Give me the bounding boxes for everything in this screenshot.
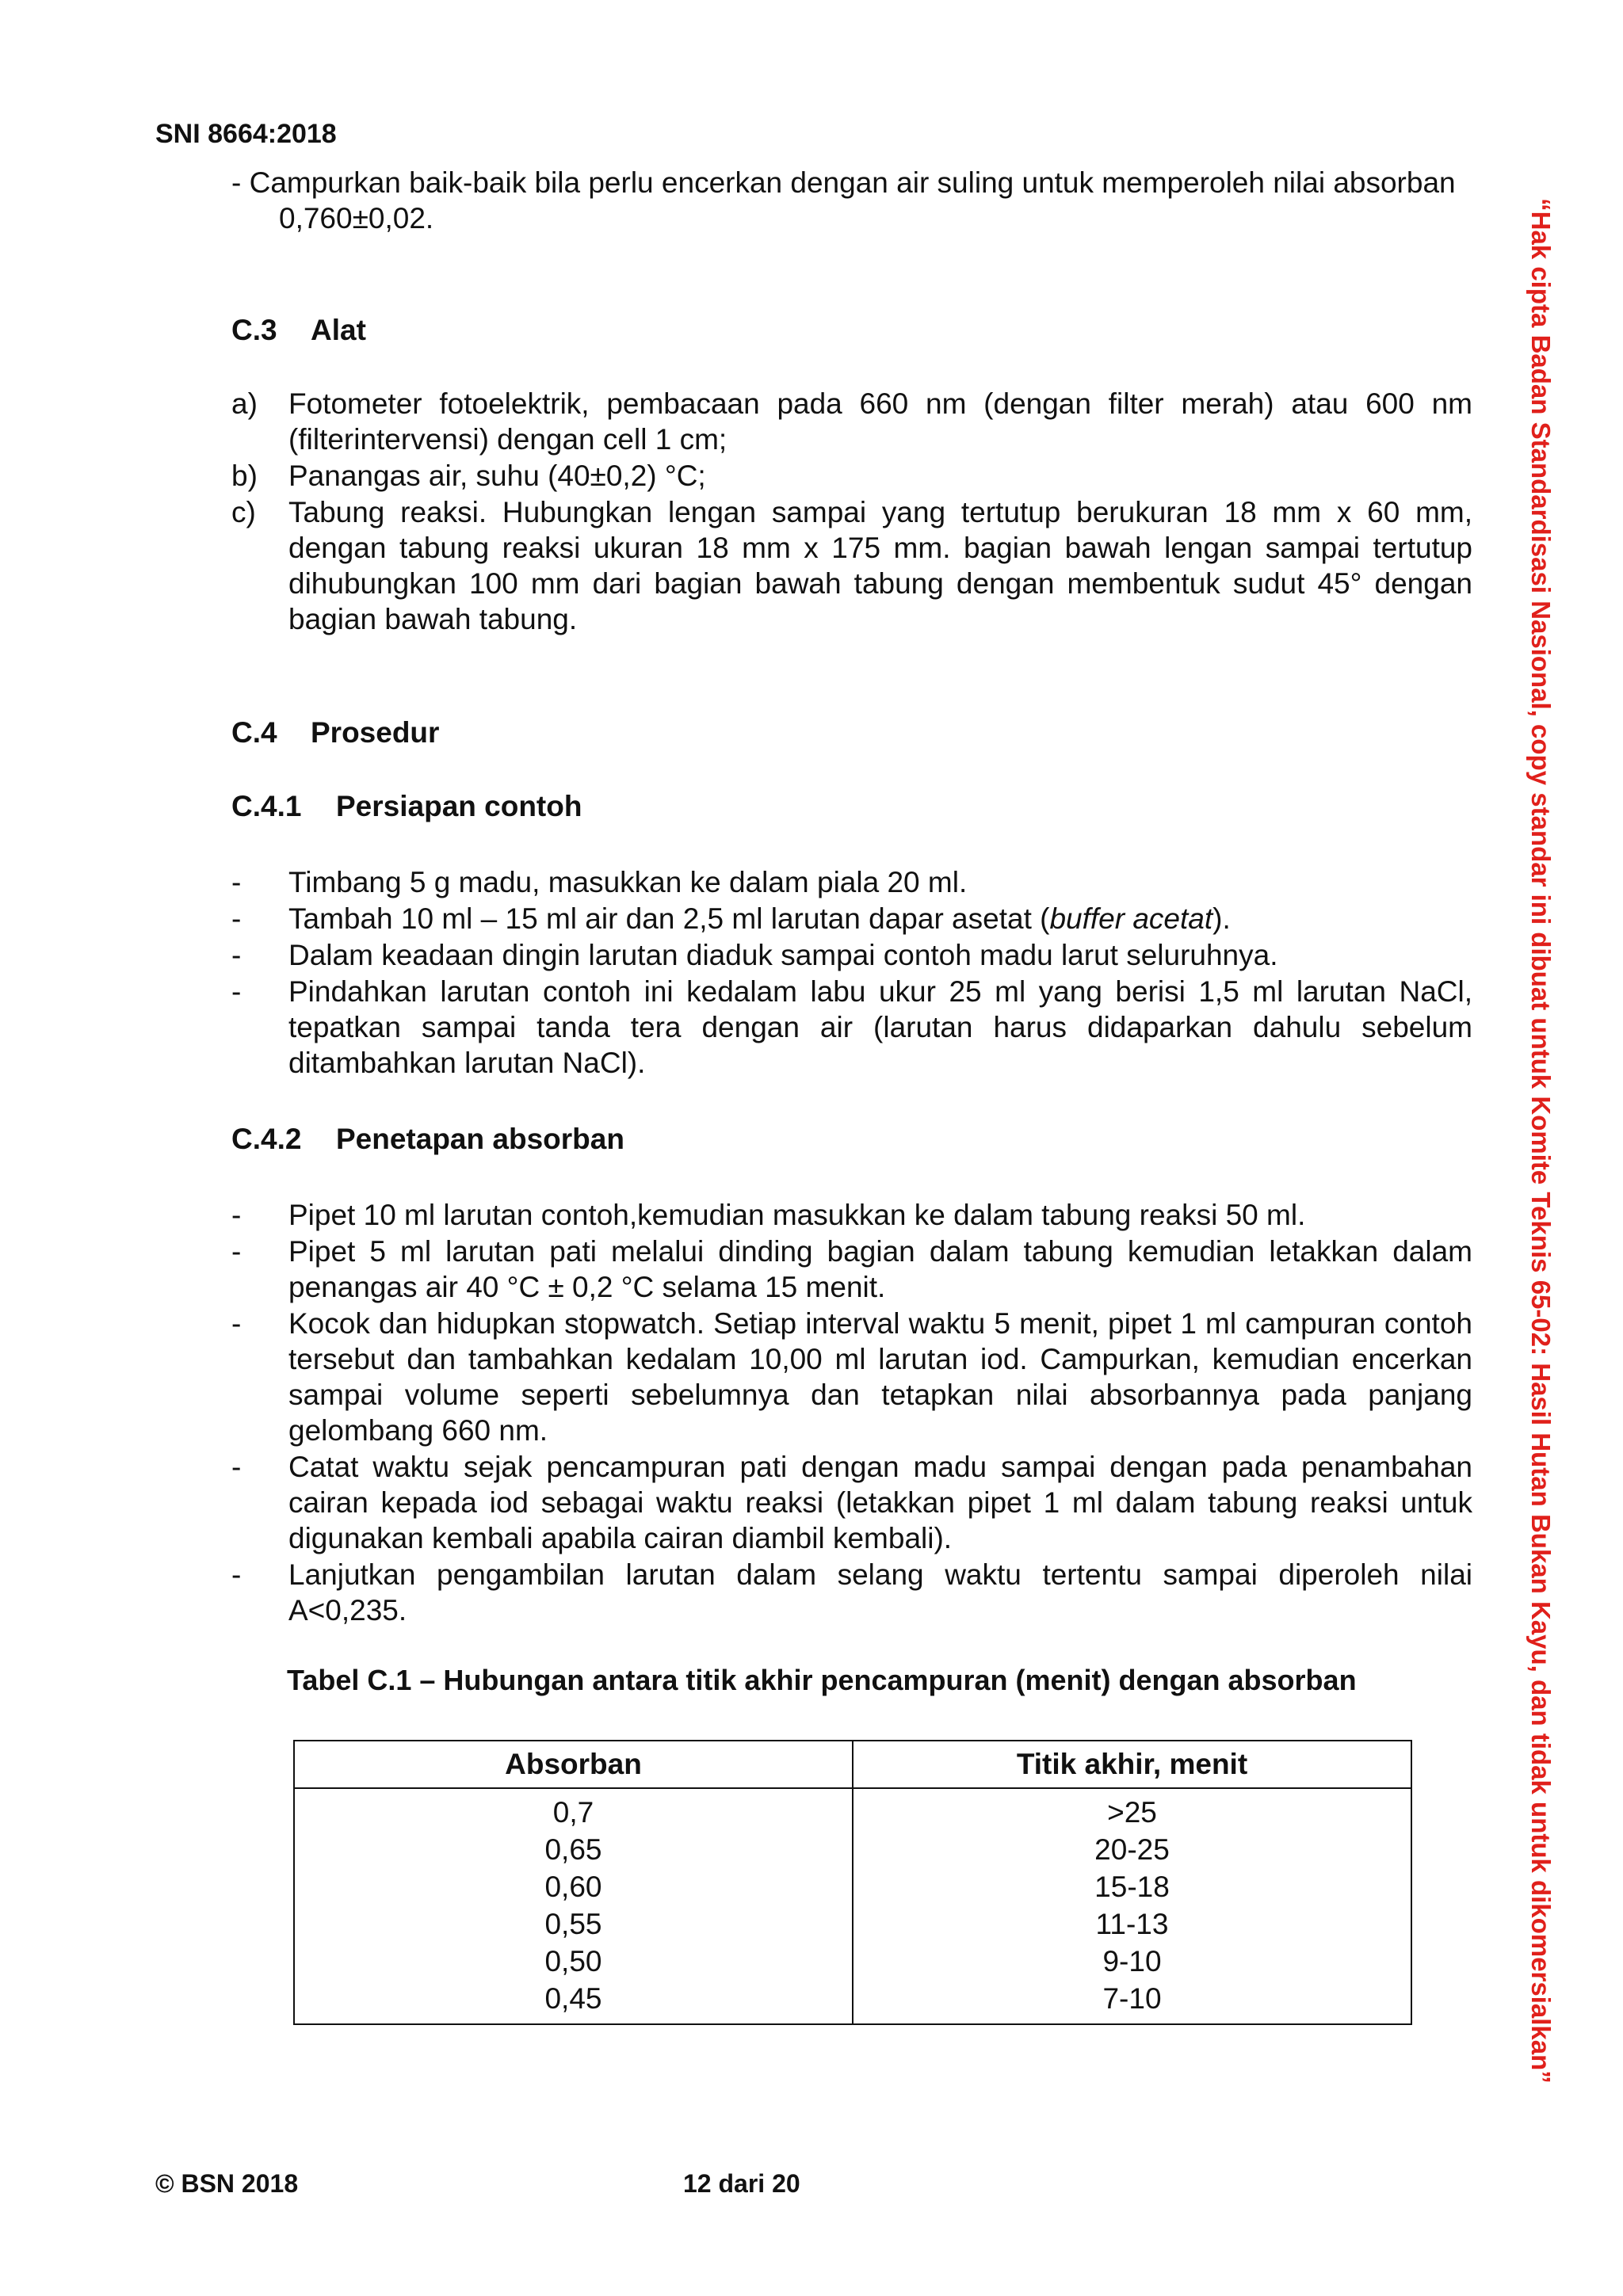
sample-preparation-list xyxy=(231,864,1472,1081)
list-item-text: Pipet 10 ml larutan contoh,kemudian masukkan ke dalam tabung reaksi 50 ml. xyxy=(288,1199,1306,1231)
table-cell: 7-10 xyxy=(853,1980,1411,2024)
table-caption: Tabel C.1 – Hubungan antara titik akhir pencampuran (menit) dengan absorban xyxy=(287,1664,1357,1696)
column-header-absorban: Absorban xyxy=(294,1741,853,1788)
absorbance-table xyxy=(293,1740,1412,2025)
section-title: Alat xyxy=(311,314,366,346)
list-item-text: Fotometer fotoelektrik, pembacaan pada 660 nm (dengan filter merah) atau 600 nm (filterintervensi) dengan cell 1 cm; xyxy=(288,387,1472,456)
table-row xyxy=(294,1831,1411,1868)
section-title: Persiapan contoh xyxy=(336,790,582,822)
table-cell: 0,65 xyxy=(294,1831,853,1868)
intro-line-2: 0,760±0,02. xyxy=(279,202,434,235)
table-cell: >25 xyxy=(853,1788,1411,1831)
list-marker: - xyxy=(231,902,242,935)
list-item-text: Pipet 5 ml larutan pati melalui dinding bagian dalam tabung kemudian letakkan dalam penangas air 40 °C ± 0,2 °C selama 15 menit. xyxy=(288,1235,1472,1303)
table-row xyxy=(294,1943,1411,1980)
list-item-text: Kocok dan hidupkan stopwatch. Setiap interval waktu 5 menit, pipet 1 ml campuran contoh tersebut dan tambahkan kedalam 10,00 ml larutan iod. Campurkan, kemudian encerkan sampai volume seperti sebelumnya dan tetapkan nilai absorbannya pada panjang gelombang 660 nm. xyxy=(288,1307,1472,1447)
list-item xyxy=(231,458,1472,494)
table-cell: 0,60 xyxy=(294,1868,853,1905)
footer-copyright: © BSN 2018 xyxy=(155,2169,299,2198)
section-number: C.4.1 xyxy=(231,790,302,822)
intro-line-1: - Campurkan baik-baik bila perlu encerkan dengan air suling untuk memperoleh nilai absorban xyxy=(231,166,1456,199)
list-item xyxy=(231,974,1472,1081)
list-marker: - xyxy=(231,1235,242,1268)
intro-paragraph xyxy=(231,165,1472,236)
list-item-text: ). xyxy=(1212,902,1231,935)
list-item-text: Panangas air, suhu (40±0,2) °C; xyxy=(288,460,706,492)
section-number: C.3 xyxy=(231,314,277,346)
table-cell: 0,45 xyxy=(294,1980,853,2024)
list-item xyxy=(231,1557,1472,1628)
list-marker: - xyxy=(231,939,242,971)
list-item xyxy=(231,1306,1472,1448)
list-marker: a) xyxy=(231,387,258,420)
list-marker: - xyxy=(231,1558,242,1591)
table-cell: 0,50 xyxy=(294,1943,853,1980)
table-row xyxy=(294,1980,1411,2024)
table-row xyxy=(294,1788,1411,1831)
copyright-watermark: “Hak cipta Badan Standardisasi Nasional, copy standar ini dibuat untuk Komite Teknis 65-02: Hasil Hutan Bukan Kayu, dan tidak untuk dikomersialkan” xyxy=(1526,198,1556,2084)
table-cell: 20-25 xyxy=(853,1831,1411,1868)
table-cell: 0,7 xyxy=(294,1788,853,1831)
section-c4-heading xyxy=(231,716,439,749)
list-item xyxy=(231,1234,1472,1305)
list-marker: b) xyxy=(231,460,258,492)
column-header-titik-akhir: Titik akhir, menit xyxy=(853,1741,1411,1788)
list-marker: c) xyxy=(231,496,256,528)
list-item xyxy=(231,864,1472,900)
section-number: C.4.2 xyxy=(231,1123,302,1155)
section-c3-heading xyxy=(231,314,366,347)
absorbance-procedure-list xyxy=(231,1197,1472,1629)
section-number: C.4 xyxy=(231,716,277,749)
section-c41-heading xyxy=(231,790,582,823)
equipment-list xyxy=(231,386,1472,638)
list-item xyxy=(231,386,1472,457)
list-item-text: Pindahkan larutan contoh ini kedalam labu ukur 25 ml yang berisi 1,5 ml larutan NaCl, tepatkan sampai tanda tera dengan air (larutan harus didaparkan dahulu sebelum ditambahkan larutan NaCl). xyxy=(288,975,1472,1079)
list-item-italic-text: buffer acetat xyxy=(1049,902,1213,935)
list-item-text: Catat waktu sejak pencampuran pati dengan madu sampai dengan pada penambahan cairan kepada iod sebagai waktu reaksi (letakkan pipet 1 ml dalam tabung reaksi untuk digunakan kembali apabila cairan diambil kembali). xyxy=(288,1451,1472,1554)
footer-page-number: 12 dari 20 xyxy=(683,2169,800,2198)
list-item-text: Lanjutkan pengambilan larutan dalam selang waktu tertentu sampai diperoleh nilai A<0,235. xyxy=(288,1558,1472,1627)
list-marker: - xyxy=(231,1199,242,1231)
list-item xyxy=(231,937,1472,973)
table-header-row xyxy=(294,1741,1411,1788)
list-item xyxy=(231,494,1472,637)
list-item xyxy=(231,1197,1472,1233)
list-item-text: Timbang 5 g madu, masukkan ke dalam piala 20 ml. xyxy=(288,866,968,898)
document-code: SNI 8664:2018 xyxy=(155,119,337,149)
list-item-text: Dalam keadaan dingin larutan diaduk sampai contoh madu larut seluruhnya. xyxy=(288,939,1278,971)
table-row xyxy=(294,1868,1411,1905)
table-row xyxy=(294,1905,1411,1943)
table-cell: 0,55 xyxy=(294,1905,853,1943)
list-marker: - xyxy=(231,975,242,1008)
table-cell: 9-10 xyxy=(853,1943,1411,1980)
table-cell: 11-13 xyxy=(853,1905,1411,1943)
list-marker: - xyxy=(231,1307,242,1340)
list-marker: - xyxy=(231,866,242,898)
list-item-text: Tabung reaksi. Hubungkan lengan sampai yang tertutup berukuran 18 mm x 60 mm, dengan tabung reaksi ukuran 18 mm x 175 mm. bagian bawah lengan sampai tertutup dihubungkan 100 mm dari bagian bawah tabung dengan membentuk sudut 45° dengan bagian bawah tabung. xyxy=(288,496,1472,635)
table-cell: 15-18 xyxy=(853,1868,1411,1905)
list-marker: - xyxy=(231,1451,242,1483)
list-item xyxy=(231,1449,1472,1556)
list-item-text: Tambah 10 ml – 15 ml air dan 2,5 ml larutan dapar asetat ( xyxy=(288,902,1050,935)
list-item xyxy=(231,901,1472,936)
section-title: Prosedur xyxy=(311,716,440,749)
section-c42-heading xyxy=(231,1123,624,1156)
section-title: Penetapan absorban xyxy=(336,1123,624,1155)
